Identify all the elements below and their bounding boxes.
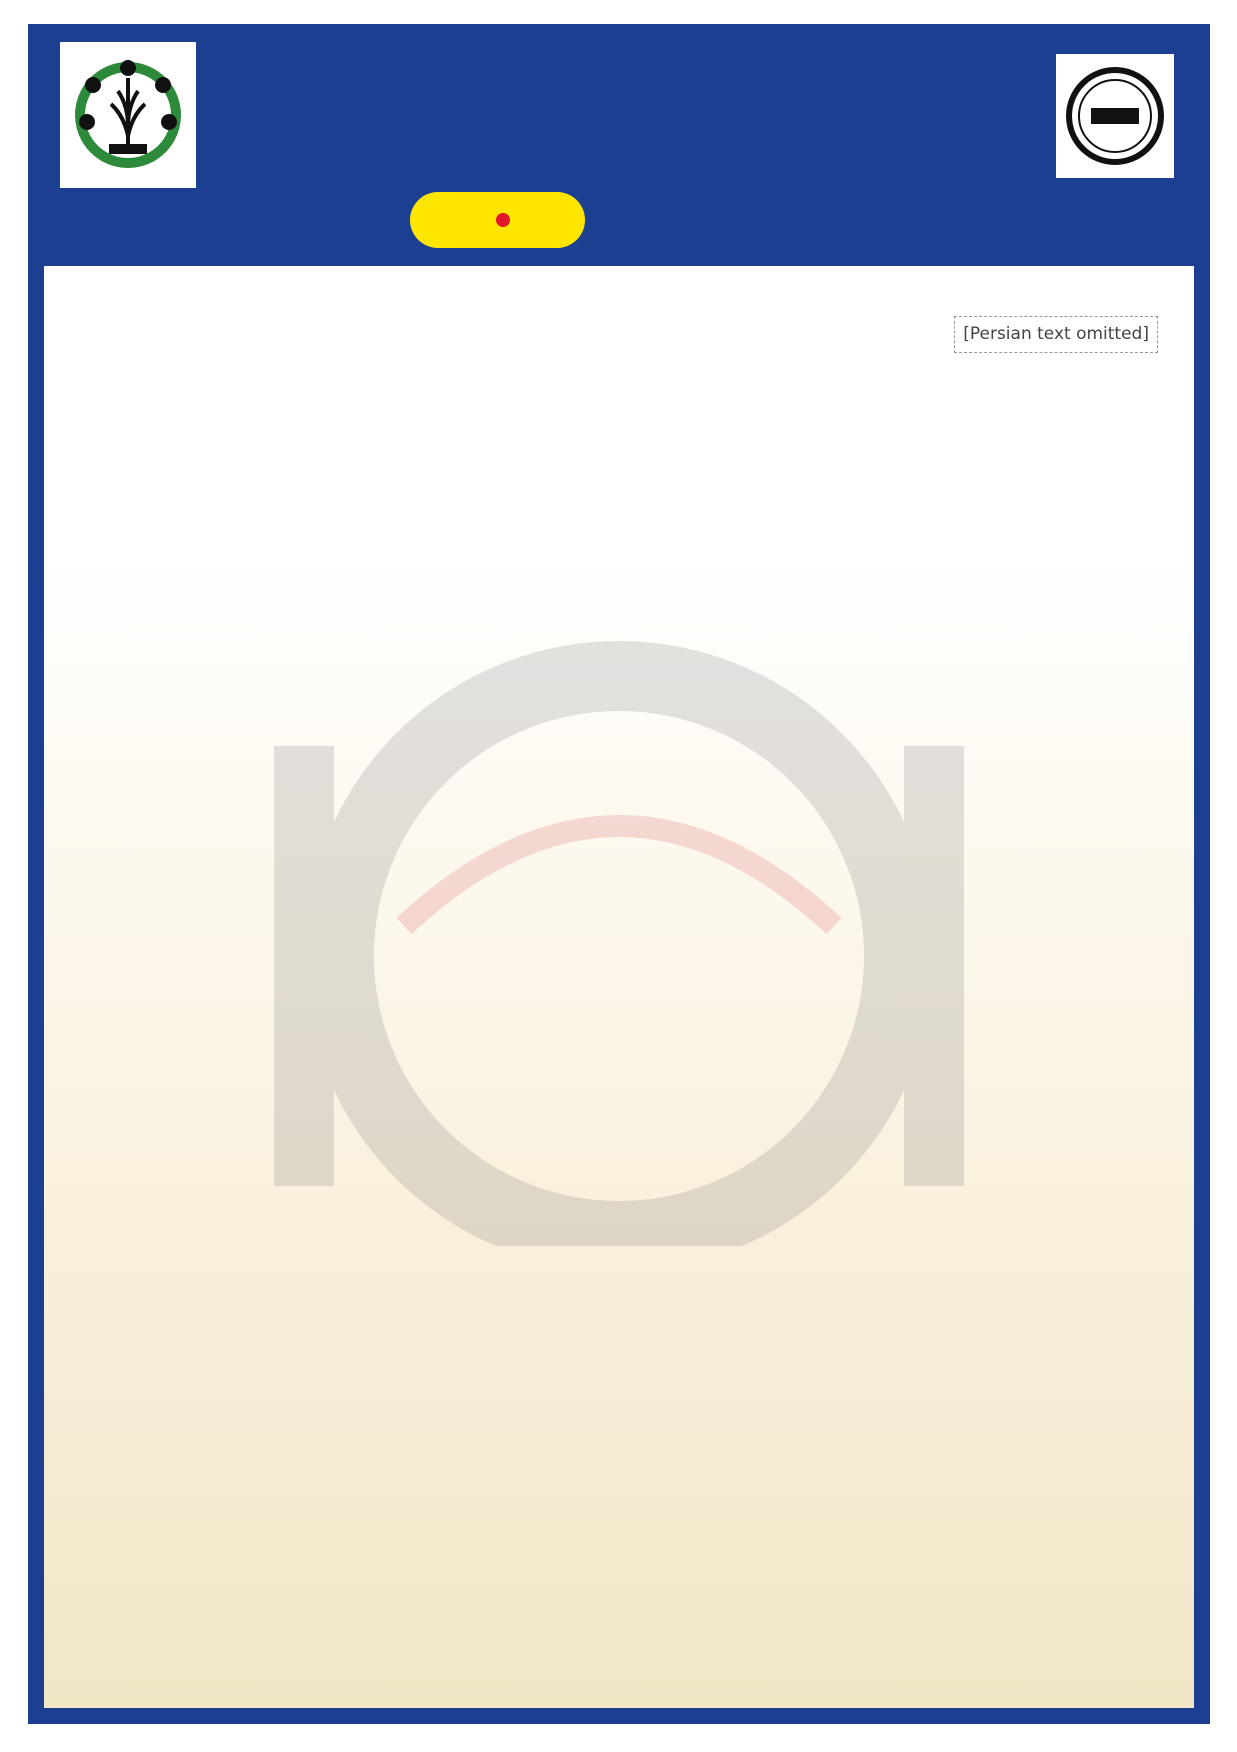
notice-title	[388, 64, 858, 174]
text-placeholder: [Persian text omitted]	[954, 316, 1158, 353]
background-watermark-icon	[104, 626, 1134, 1246]
company-logo	[60, 42, 196, 188]
notice-body	[44, 266, 1194, 1708]
intro-paragraph	[78, 316, 1158, 353]
ministry-seal-icon	[1063, 64, 1167, 168]
notice-text	[78, 316, 1158, 359]
notice-header	[28, 24, 1210, 266]
red-dot-icon	[496, 213, 510, 227]
round-badge	[410, 192, 585, 248]
notice-frame	[28, 24, 1210, 1724]
wheat-circle-logo-icon	[69, 56, 187, 174]
ministry-logo	[1056, 54, 1174, 178]
